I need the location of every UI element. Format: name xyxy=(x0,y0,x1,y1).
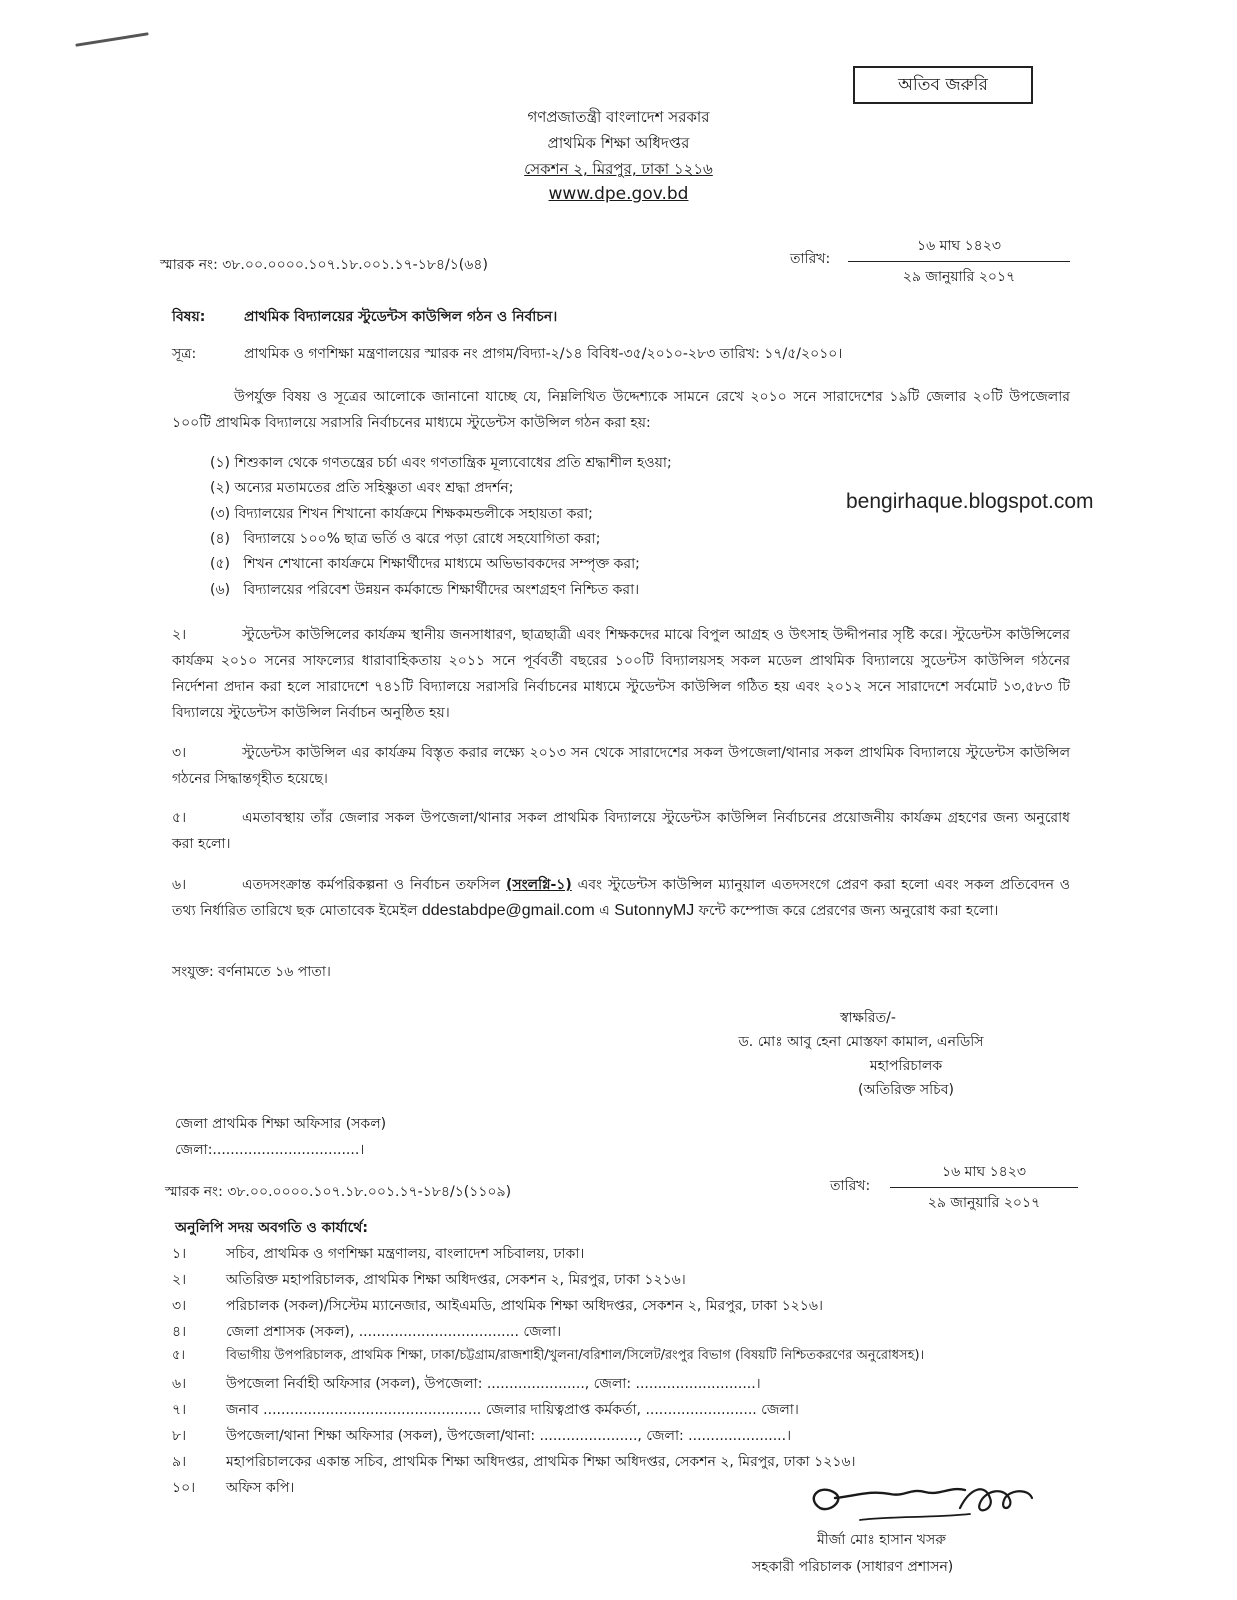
objective-item xyxy=(210,578,639,602)
copy-text: জনাব ................................................. জেলার দায়িত্বপ্রাপ্ত কর্মকর্তা, ......................... জেলা। xyxy=(226,1402,799,1418)
date-label-1: তারিখ: xyxy=(790,251,831,267)
pen-stroke-mark xyxy=(75,32,149,47)
paragraph-number: ৩। xyxy=(172,745,187,761)
objective-text: বিদ্যালয়ে ১০০% ছাত্র ভর্তি ও ঝরে পড়া রোধে সহযোগিতা করা; xyxy=(243,531,601,547)
reference-text: প্রাথমিক ও গণশিক্ষা মন্ত্রণালয়ের স্মারক নং প্রাগম/বিদ্যা-২/১৪ বিবিধ-৩৫/২০১০-২৮৩ তারিখ: ১৭/৫/২০১০। xyxy=(244,346,843,362)
objective-number: (১) xyxy=(210,455,231,471)
copy-text: মহাপরিচালকের একান্ত সচিব, প্রাথমিক শিক্ষা অধিদপ্তর, প্রাথমিক শিক্ষা অধিদপ্তর, সেকশন ২, মিরপুর, ঢাকা ১২১৬। xyxy=(226,1454,856,1470)
email-address[interactable]: ddestabdpe@gmail.com xyxy=(421,902,595,919)
govt-name: গণপ্রজাতন্ত্রী বাংলাদেশ সরকার xyxy=(527,108,710,126)
date-divider-1 xyxy=(848,261,1070,262)
signatory-block xyxy=(700,1006,1022,1102)
paragraph-text: এমতাবস্থায় তাঁর জেলার সকল উপজেলা/থানার সকল প্রাথমিক বিদ্যালয়ে স্টুডেন্টস কাউন্সিল নির্বাচনের প্রয়োজনীয় কার্যক্রম গ্রহণের জন্য অনুরোধ করা হলো। xyxy=(172,810,1070,852)
paragraph-number: ৫। xyxy=(172,810,187,826)
copy-number: ৭। xyxy=(172,1402,187,1418)
attachment-note: সংযুক্ত: বর্ণনামতে ১৬ পাতা। xyxy=(172,964,331,980)
recipient-title: জেলা প্রাথমিক শিক্ষা অফিসার (সকল) xyxy=(175,1116,387,1132)
annex-reference: (সংলগ্নি-১) xyxy=(505,877,572,893)
blog-watermark: bengirhaque.blogspot.com xyxy=(846,490,1094,513)
copy-number: ১০। xyxy=(172,1480,196,1496)
copy-item xyxy=(172,1294,823,1318)
copy-item xyxy=(172,1372,761,1396)
objective-item xyxy=(210,527,600,551)
copy-text: পরিচালক (সকল)/সিস্টেম ম্যানেজার, আইএমডি, প্রাথমিক শিক্ষা অধিদপ্তর, সেকশন ২, মিরপুর, ঢাকা ১২১৬। xyxy=(226,1298,823,1314)
date-bangla-2: ১৬ মাঘ ১৪২৩ xyxy=(942,1164,1026,1180)
assistant-name: মীর্জা মোঃ হাসান খসরু xyxy=(817,1532,946,1548)
copy-number: ৪। xyxy=(172,1324,187,1340)
copy-text: সচিব, প্রাথমিক ও গণশিক্ষা মন্ত্রণালয়, বাংলাদেশ সচিবালয়, ঢাকা। xyxy=(226,1246,585,1262)
copy-number: ৯। xyxy=(172,1454,187,1470)
paragraph-number: ২। xyxy=(172,627,187,643)
objective-number: (২) xyxy=(210,480,231,496)
signed-mark: স্বাক্ষরিত/- xyxy=(840,1010,896,1026)
copy-number: ৩। xyxy=(172,1298,187,1314)
objective-text: বিদ্যালয়ের শিখন শিখানো কার্যক্রমে শিক্ষকমন্ডলীকে সহায়তা করা; xyxy=(234,506,593,522)
intro-paragraph: উপর্যুক্ত বিষয় ও সূত্রের আলোকে জানানো যাচ্ছে যে, নিম্নলিখিত উদ্দেশ্যকে সামনে রেখে ২০১০ সনে সারাদেশের ১৯টি জেলার ২০টি উপজেলার ১০০টি প্রাথমিক বিদ্যালয়ে সরাসরি নির্বাচনের মাধ্যমে স্টুডেন্টস কাউন্সিল গঠন করা হয়: xyxy=(172,389,1070,431)
copy-heading: অনুলিপি সদয় অবগতি ও কার্যার্থে: xyxy=(175,1220,368,1236)
paragraph-6 xyxy=(172,872,1070,924)
subject-text: প্রাথমিক বিদ্যালয়ের স্টুডেন্টস কাউন্সিল গঠন ও নির্বাচন। xyxy=(244,309,558,325)
website-line xyxy=(0,184,1237,204)
copy-number: ৮। xyxy=(172,1428,187,1444)
date-block-1 xyxy=(848,234,1070,289)
paragraph-5 xyxy=(172,805,1070,857)
department-address xyxy=(0,158,1237,183)
paragraph-text: ফন্টে কম্পোজ করে প্রেরণের জন্য অনুরোধ করা হলো। xyxy=(698,903,999,919)
paragraph-text: স্টুডেন্টস কাউন্সিল এর কার্যক্রম বিস্তৃত করার লক্ষ্যে ২০১৩ সন থেকে সারাদেশের সকল উপজেলা/থানার সকল প্রাথমিক বিদ্যালয়ে স্টুডেন্টস কাউন্সিল গঠনের সিদ্ধান্তগৃহীত হয়েছে। xyxy=(172,745,1070,787)
date-bangla-1: ১৬ মাঘ ১৪২৩ xyxy=(917,238,1001,254)
copy-item xyxy=(172,1476,294,1500)
objective-text: শিশুকাল থেকে গণতন্ত্রের চর্চা এবং গণতান্ত্রিক মূল্যবোধের প্রতি শ্রদ্ধাশীল হওয়া; xyxy=(234,455,672,471)
date-label-2: তারিখ: xyxy=(830,1178,871,1194)
paragraph-2 xyxy=(172,622,1070,726)
objective-number: (৫) xyxy=(210,556,231,572)
memo-reference-2: স্মারক নং: ৩৮.০০.০০০০.১০৭.১৮.০০১.১৭-১৮৪/১(১১০৯) xyxy=(165,1184,512,1200)
date-english-1: ২৯ জানুয়ারি ২০১৭ xyxy=(902,269,1016,285)
website-link[interactable]: www.dpe.gov.bd xyxy=(548,184,689,204)
copy-item xyxy=(172,1242,584,1266)
copy-item xyxy=(172,1450,856,1474)
paragraph-text: এতদসংক্রান্ত কর্মপরিকল্পনা ও নির্বাচন তফসিল xyxy=(242,877,501,893)
copy-text: উপজেলা নির্বাহী অফিসার (সকল), উপজেলা: ......................, জেলা: ...........................। xyxy=(226,1376,761,1392)
paragraph-text: স্টুডেন্টস কাউন্সিলের কার্যক্রম স্থানীয় জনসাধারণ, ছাত্রছাত্রী এবং শিক্ষকদের মাঝে বিপুল আগ্রহ ও উৎসাহ উদ্দীপনার সৃষ্টি করে। স্টুডেন্টস কাউন্সিলের কার্যক্রম ২০১০ সনের সাফল্যের ধারাবাহিকতায় ২০১১ সনে পূর্ববর্তী বছরের ১০০টি বিদ্যালয়সহ সকল মডেল প্রাথমিক বিদ্যালয়ে সুডেন্টস কাউন্সিল গঠনের নির্দেশনা প্রদান করা হলে সারাদেশে ৭৪১টি বিদ্যালয়ে সরাসরি নির্বাচনের মাধ্যমে স্টুডেন্টস কাউন্সিল গঠিত হয় এবং ২০১২ সনে সারাদেশে সর্বমোট ১৩,৫৮৩ টি বিদ্যালয়ে স্টুডেন্টস কাউন্সিল নির্বাচন অনুষ্ঠিত হয়। xyxy=(172,627,1070,721)
copy-number: ১। xyxy=(172,1246,187,1262)
signatory-rank: (অতিরিক্ত সচিব) xyxy=(858,1082,954,1098)
copy-item xyxy=(172,1268,686,1292)
objective-number: (৬) xyxy=(210,582,231,598)
copy-item xyxy=(172,1424,791,1448)
objective-item xyxy=(210,552,640,576)
objective-number: (৩) xyxy=(210,506,231,522)
date-divider-2 xyxy=(890,1187,1078,1188)
recipient-district: জেলা:.................................। xyxy=(175,1142,365,1158)
objective-item xyxy=(210,451,672,475)
objective-item xyxy=(210,476,513,500)
address-text: সেকশন ২, মিরপুর, ঢাকা ১২১৬ xyxy=(524,160,713,178)
date-english-2: ২৯ জানুয়ারি ২০১৭ xyxy=(927,1195,1041,1211)
copy-text: অফিস কপি। xyxy=(226,1480,295,1496)
copy-item xyxy=(172,1398,799,1422)
memo-reference-1: স্মারক নং: ৩৮.০০.০০০০.১০৭.১৮.০০১.১৭-১৮৪/১(৬৪) xyxy=(160,257,488,273)
paragraph-3 xyxy=(172,740,1070,792)
paragraph-number: ৬। xyxy=(172,877,187,893)
objective-text: বিদ্যালয়ের পরিবেশ উন্নয়ন কর্মকান্ডে শিক্ষার্থীদের অংশগ্রহণ নিশ্চিত করা। xyxy=(243,582,640,598)
objective-text: শিখন শেখানো কার্যক্রমে শিক্ষার্থীদের মাধ্যমে অভিভাবকদের সম্পৃক্ত করা; xyxy=(243,556,640,572)
copy-number: ৬। xyxy=(172,1376,187,1392)
objective-text: অন্যের মতামতের প্রতি সহিষ্ণুতা এবং শ্রদ্ধা প্রদর্শন; xyxy=(234,480,514,496)
objective-item xyxy=(210,502,593,526)
signatory-name: ড. মোঃ আবু হেনা মোস্তফা কামাল, এনডিসি xyxy=(738,1034,984,1050)
copy-number: ৫। xyxy=(172,1348,186,1363)
objective-number: (৪) xyxy=(210,531,231,547)
signatory-title: মহাপরিচালক xyxy=(869,1058,943,1074)
subject-label: বিষয়: xyxy=(172,309,206,325)
date-block-2 xyxy=(890,1160,1078,1215)
copy-item xyxy=(172,1346,924,1367)
paragraph-text: এবং স্টুডেন্টস কাউন্সিল ম্যানুয়াল এতদসংগে প্রেরণ করা হলো এবং সকল প্রতিবেদন ও তথ্য নির্ধারিত তারিখে ছক মোতাবেক ইমেইল xyxy=(172,877,1071,919)
copy-number: ২। xyxy=(172,1272,187,1288)
assistant-title: সহকারী পরিচালক (সাধারণ প্রশাসন) xyxy=(752,1559,954,1575)
copy-text: জেলা প্রশাসক (সকল), .................................... জেলা। xyxy=(226,1324,562,1340)
reference-label: সূত্র: xyxy=(172,346,197,362)
copy-text: উপজেলা/থানা শিক্ষা অফিসার (সকল), উপজেলা/থানা: ......................, জেলা: ......................। xyxy=(226,1428,792,1444)
font-name: SutonnyMJ xyxy=(614,902,695,919)
copy-text: অতিরিক্ত মহাপরিচালক, প্রাথমিক শিক্ষা অধিদপ্তর, সেকশন ২, মিরপুর, ঢাকা ১২১৬। xyxy=(226,1272,686,1288)
department-name: প্রাথমিক শিক্ষা অধিদপ্তর xyxy=(547,134,690,152)
copy-text: বিভাগীয় উপপরিচালক, প্রাথমিক শিক্ষা, ঢাকা/চট্টগ্রাম/রাজশাহী/খুলনা/বরিশাল/সিলেট/রংপুর বিভাগ (বিষয়টি নিশ্চিতকরণের অনুরোধসহ)। xyxy=(226,1348,925,1363)
paragraph-text: এ xyxy=(599,903,610,919)
copy-item xyxy=(172,1320,561,1344)
urgent-stamp: অতিব জরুরি xyxy=(853,66,1033,104)
